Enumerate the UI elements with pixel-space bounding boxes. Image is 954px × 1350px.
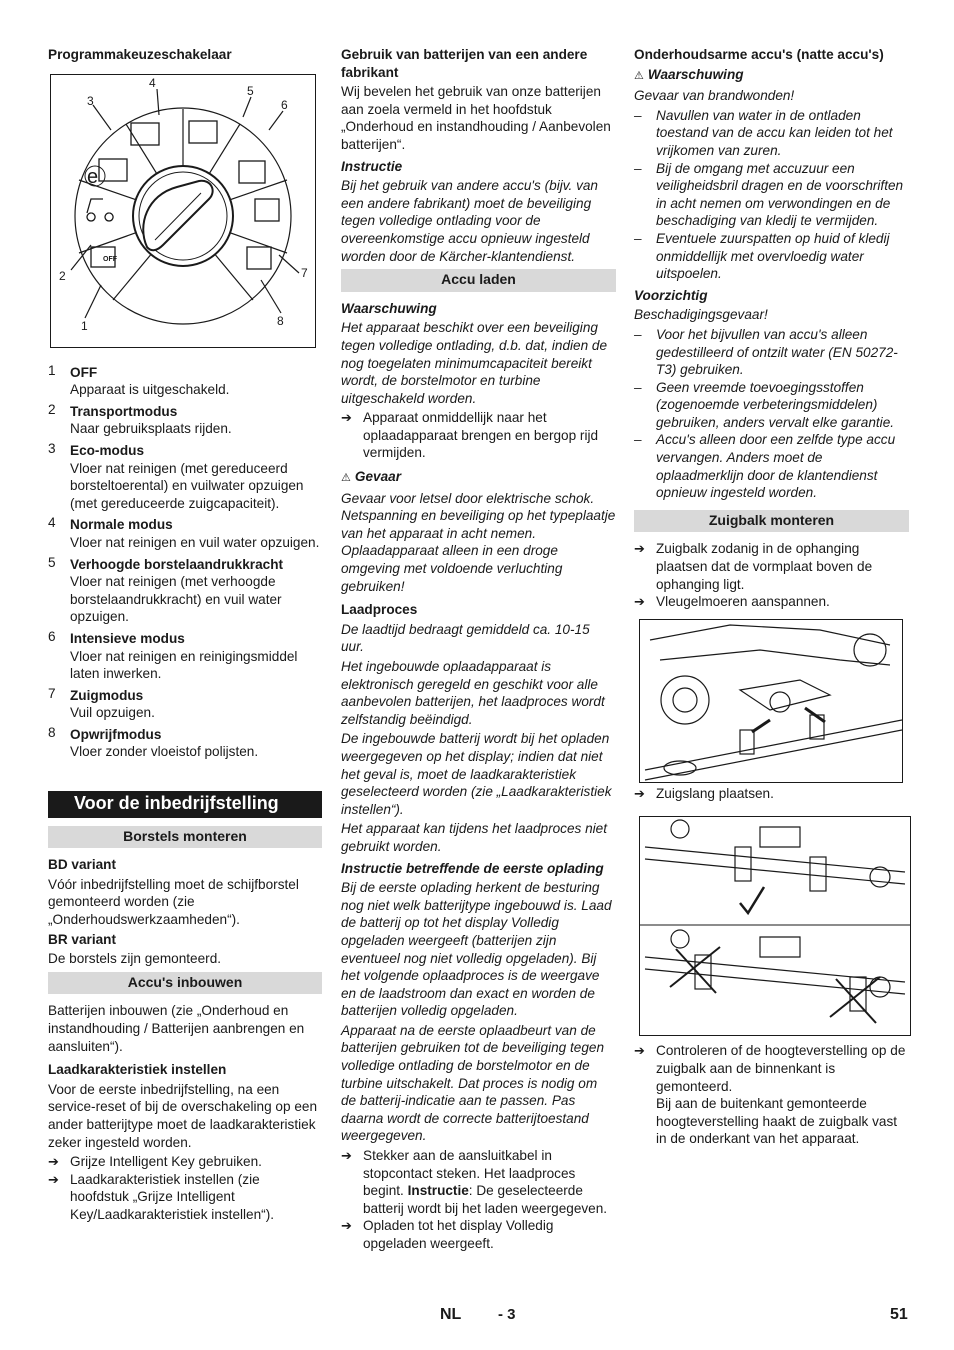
laadproces-text: Het apparaat kan tijdens het laadproces niet gebruikt worden. xyxy=(341,821,608,854)
warning-triangle-icon: ⚠ xyxy=(341,472,351,485)
laadproces-text: De laadtijd bedraagt gemiddeld ca. 10-15 uur. xyxy=(341,621,590,655)
arrow-icon: ➔ xyxy=(341,1218,352,1234)
mode-item: 8 Opwrijfmodus xyxy=(48,724,162,742)
mode-desc: Vloer nat reinigen en reinigingsmiddel laten inwerken. xyxy=(70,648,298,682)
dial-label-8: 8 xyxy=(277,313,284,328)
caution-item: – Accu's alleen door een zelfde type accu vervangen. Anders moet de oplaadmerklijn door de klantendienst opnieuw ingesteld worden. xyxy=(634,432,896,501)
eco-symbol: e xyxy=(87,165,99,188)
caution-intro: Beschadigingsgevaar! xyxy=(634,307,768,323)
warning-triangle-icon: ⚠ xyxy=(634,69,644,82)
waarschuwing-text: Het apparaat beschikt over een beveiliging tegen volledige ontlading, d.b. dat, indien de nog toegelaten minimumcapaciteit bereikt wordt, de borstelmotor en turbine uitgeschakeld worden. xyxy=(341,320,608,406)
gevaar-text: Gevaar voor letsel door elektrische schok. Netspanning en beveiliging op het typeplaatje van het apparaat in acht nemen. Oplaadapparaat alleen in een droge omgeving met voldoende verluchting gebruiken! xyxy=(341,490,616,594)
zuig-step: ➔ Controleren of de hoogteverstelling op de zuigbalk aan de binnenkant is gemonteerd. xyxy=(634,1043,906,1094)
borstels-bar: Borstels monteren xyxy=(48,826,322,849)
footer-subpage: - 3 xyxy=(498,1306,516,1323)
zuig-step: ➔ Vleugelmoeren aanspannen. xyxy=(634,594,830,610)
selector-heading: Programmakeuzeschakelaar xyxy=(48,47,232,62)
mode-item: 4 Normale modus xyxy=(48,515,173,533)
mode-desc: Vloer zonder vloeistof polijsten. xyxy=(70,744,259,760)
arrow-icon: ➔ xyxy=(341,1148,352,1164)
caution-item: – Geen vreemde toevoegingsstoffen (zogenoemde verbeteringsmiddelen) gebruiken, anders vervalt elke garantie. xyxy=(634,379,895,430)
off-icon-label: OFF xyxy=(103,255,117,263)
laad-text: Voor de eerste inbedrijfstelling, na een service-reset of bij de overschakeling op een ander batterijtype moet de laadkarakteristiek zeker ingesteld worden. xyxy=(48,1081,318,1150)
column-2 xyxy=(341,44,616,1253)
dial-label-6: 6 xyxy=(281,97,288,112)
height-adjust-illustration xyxy=(640,817,910,1035)
mode-item: 6 Intensieve modus xyxy=(48,628,185,646)
mode-list xyxy=(48,362,322,761)
arrow-icon: ➔ xyxy=(634,1043,645,1059)
warn-item: – Bij de omgang met accuzuur een veiligheidsbril dragen en de voorschriften in acht nemen om verwondingen en de beschadiging van kledij te vermijden. xyxy=(634,160,904,229)
mode-item: 3 Eco-modus xyxy=(48,440,145,458)
laadproces-heading: Laadproces xyxy=(341,602,418,618)
zuigbalk-figure-1 xyxy=(639,619,903,783)
eerste-oplading-heading: Instructie betreffende de eerste oplading xyxy=(341,860,604,876)
dial-label-3: 3 xyxy=(87,93,94,108)
zuig-step: ➔ Zuigbalk zodanig in de ophanging plaatsen dat de vormplaat boven de ophanging ligt. xyxy=(634,541,873,592)
zuig-step: ➔ Zuigslang plaatsen. xyxy=(634,785,774,801)
program-selector-dial xyxy=(51,75,315,347)
mode-desc: Vloer nat reinigen (met verhoogde borstelaandrukkracht) en vuil water opzuigen. xyxy=(70,574,282,625)
laad-step: ➔ Laadkarakteristiek instellen (zie hoofdstuk „Grijze Intelligent Key/Laadkarakteristiek instellen“). xyxy=(48,1171,274,1222)
laad-heading: Laadkarakteristiek instellen xyxy=(48,1062,227,1078)
caution-item: – Voor het bijvullen van accu's alleen gedestilleerd of ontzilt water (EN 50272-T3) gebruiken. xyxy=(634,326,898,378)
accu-laden-bar: Accu laden xyxy=(341,269,616,292)
dial-label-4: 4 xyxy=(149,75,156,90)
arrow-icon: ➔ xyxy=(634,785,645,801)
mode-item: 2 Transportmodus xyxy=(48,401,178,419)
mode-desc: Vuil opzuigen. xyxy=(70,705,155,721)
instructie-heading: Instructie xyxy=(341,158,403,174)
accu-bar: Accu's inbouwen xyxy=(48,972,322,995)
zuigbalk-figure-2 xyxy=(639,816,911,1036)
warn-item: – Eventuele zuurspatten op huid of kledij onmiddellijk met overvloedig water uitspoelen. xyxy=(634,230,890,282)
zuig-step-note: Bij aan de buitenkant gemonteerde hoogteverstelling haakt de zuigbalk vast in de onderkant van het apparaat. xyxy=(656,1096,898,1147)
check-icon xyxy=(740,887,764,913)
eerste-oplading-text: Bij de eerste oplading herkent de besturing nog niet welk batterijtype ingebouwd is. Laad de batterij op tot het display Volledig opgeladen weergeeft (batterijen zijn eventueel nog niet volledig opgeladen). Bij het volgende oplaadproces is de weergave en de laadstroom dan exact en worden de batterijen volledig opgeladen. xyxy=(341,880,612,1019)
arrow-icon: ➔ xyxy=(341,410,352,426)
mode-desc: Vloer nat reinigen (met gereduceerd borsteltoerental) en vuilwater opzuigen (met gereduceerde zuigcapaciteit). xyxy=(70,460,304,511)
mode-item: 5 Verhoogde borstelaandrukkracht xyxy=(48,554,284,572)
column-1 xyxy=(48,44,322,1224)
waarschuwing-heading: Waarschuwing xyxy=(341,300,437,316)
arrow-icon: ➔ xyxy=(48,1171,59,1187)
waarschuwing-heading: ⚠ Waarschuwing xyxy=(634,66,909,86)
arrow-icon: ➔ xyxy=(634,594,645,610)
instructie-text: Bij het gebruik van andere accu's (bijv. van een andere fabrikant) moet de beveiliging tegen volledige ontlading voor de overeenkomstige accu opnieuw ingesteld worden door de Kärcher-klantendienst. xyxy=(341,178,598,264)
dial-label-2: 2 xyxy=(59,268,66,283)
mode-desc: Vloer nat reinigen en vuil water opzuigen. xyxy=(70,534,320,550)
accu-text: Batterijen inbouwen (zie „Onderhoud en instandhouding / Batterijen aanbrengen en aansluiten“). xyxy=(48,1003,305,1054)
laad-step: ➔ Grijze Intelligent Key gebruiken. xyxy=(48,1154,262,1170)
footer-language: NL xyxy=(440,1306,462,1323)
dial-label-7: 7 xyxy=(301,265,308,280)
zuigbalk-bar: Zuigbalk monteren xyxy=(634,510,909,533)
bd-heading: BD variant xyxy=(48,857,116,873)
andere-fabrikant-text: Wij bevelen het gebruik van onze batterijen aan zoela vermeld in het hoofdstuk „Onderhoud en instandhouding / Aanbevolen batterijen“. xyxy=(341,84,611,152)
squeegee-mount-illustration xyxy=(640,620,902,782)
dial-label-1: 1 xyxy=(81,318,88,333)
warn-item: – Navullen van water in de ontladen toestand van de accu kan leiden tot het vrijkomen van zuren. xyxy=(634,107,893,158)
mode-item: 7 Zuigmodus xyxy=(48,685,144,703)
laadproces-text: Het ingebouwde oplaadapparaat is elektronisch geregeld en geschikt voor alle aanbevolen batterijen, het laadproces wordt zelfstandig beëindigd. xyxy=(341,659,605,727)
bd-text: Vóór inbedrijfstelling moet de schijfborstel gemonteerd worden (zie „Onderhoudswerkzaamheden“). xyxy=(48,876,299,928)
program-selector-figure xyxy=(50,74,316,348)
mode-desc: Naar gebruiksplaats rijden. xyxy=(70,421,232,437)
br-heading: BR variant xyxy=(48,931,116,947)
laad-step: ➔ Opladen tot het display Volledig opgeladen weergeeft. xyxy=(341,1218,554,1251)
warn-intro: Gevaar van brandwonden! xyxy=(634,88,795,104)
voorzichtig-heading: Voorzichtig xyxy=(634,287,708,303)
warn-step: ➔ Apparaat onmiddellijk naar het oplaadapparaat brengen en bergop rijd vermijden. xyxy=(341,410,599,461)
br-text: De borstels zijn gemonteerd. xyxy=(48,951,222,967)
andere-fabrikant-heading: Gebruik van batterijen van een andere fabrikant xyxy=(341,47,588,80)
natte-accus-heading: Onderhoudsarme accu's (natte accu's) xyxy=(634,47,884,62)
gevaar-heading: ⚠ Gevaar xyxy=(341,468,616,488)
arrow-icon: ➔ xyxy=(48,1154,59,1170)
footer-page-number: 51 xyxy=(890,1306,908,1323)
laad-step: ➔ Stekker aan de aansluitkabel in stopcontact steken. Het laadproces begint. Instructie: De geselecteerde batterij wordt bij het laden weergegeven. xyxy=(341,1148,608,1216)
laadproces-text: De ingebouwde batterij wordt bij het opladen weergegeven op het display; indien dat niet het geval is, moet de laadkarakteristiek geselecteerd worden (zie „Laadkarakteristiek instellen“). xyxy=(341,731,612,817)
column-3 xyxy=(634,44,909,1150)
eerste-oplading-text: Apparaat na de eerste oplaadbeurt van de batterijen gebruiken tot de beveiliging tegen volledige ontlading de borstelmotor en de turbine uitschakelt. Dat proces is nodig om de batterij-indicatie aan te passen. Pas daarna wordt de correcte batterijtoestand weergegeven. xyxy=(341,1022,605,1144)
dial-label-5: 5 xyxy=(247,83,254,98)
arrow-icon: ➔ xyxy=(634,541,645,557)
mode-item: 1 OFF xyxy=(48,362,98,380)
section-title: Voor de inbedrijfstelling xyxy=(48,791,322,818)
mode-desc: Apparaat is uitgeschakeld. xyxy=(70,382,230,398)
